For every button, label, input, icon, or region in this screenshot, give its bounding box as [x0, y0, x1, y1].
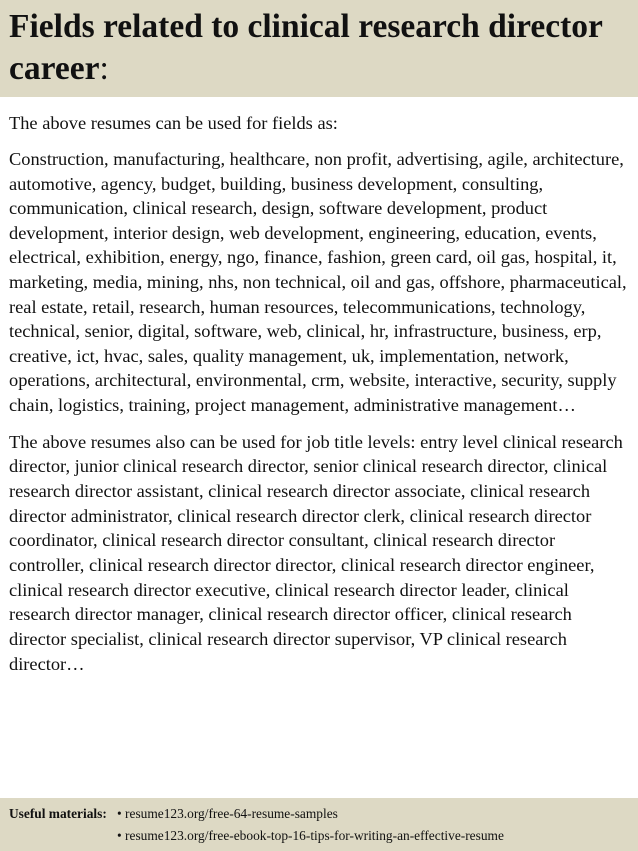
job-levels-paragraph: The above resumes also can be used for job title levels: entry level clinical research director, junior clinical research director, senior clinical research director, clinical research director assistant, clinical research director associate, clinical research director administrator, clinical research director clerk, clinical research director coordinator, clinical research director consultant, clinical research director controller, clinical research director director, clinical research director engineer, clinical research director executive, clinical research director leader, clinical research director manager, clinical research director officer, clinical research director specialist, clinical research director supervisor, VP clinical research director…: [9, 431, 623, 674]
fields-intro: The above resumes can be used for fields as:: [9, 113, 338, 133]
page-title: [9, 6, 628, 90]
main-content: [9, 111, 633, 677]
ebook-tips-link[interactable]: • resume123.org/free-ebook-top-16-tips-for-writing-an-effective-resume: [117, 828, 504, 843]
useful-materials-label: [9, 803, 117, 825]
fields-list: Construction, manufacturing, healthcare, non profit, advertising, agile, architecture, automotive, agency, budget, building, business development, consulting, communication, clinical research, design, software development, product development, interior design, web development, engineering, education, events, electrical, exhibition, energy, ngo, finance, fashion, green card, oil gas, hospital, it, marketing, media, mining, nhs, non technical, oil and gas, offshore, pharmaceutical, real estate, retail, research, human resources, telecommunications, technology, technical, senior, digital, software, web, clinical, hr, infrastructure, business, erp, creative, ict, hvac, sales, quality management, uk, implementation, network, operations, architectural, environmental, crm, website, interactive, security, supply chain, logistics, training, project management, administrative management…: [9, 149, 627, 415]
useful-materials-label-colon: :: [102, 806, 107, 821]
resume-samples-link[interactable]: • resume123.org/free-64-resume-samples: [117, 806, 338, 821]
footer-row-1: [9, 803, 638, 825]
page-title-colon: :: [99, 50, 109, 87]
title-banner: [0, 0, 638, 97]
footer-row-2: [9, 825, 638, 847]
page-title-text: Fields related to clinical research director career: [9, 8, 603, 87]
useful-materials-label-text: Useful materials: [9, 806, 103, 821]
useful-materials-footer: [0, 798, 638, 851]
footer-label-spacer: [9, 825, 117, 847]
